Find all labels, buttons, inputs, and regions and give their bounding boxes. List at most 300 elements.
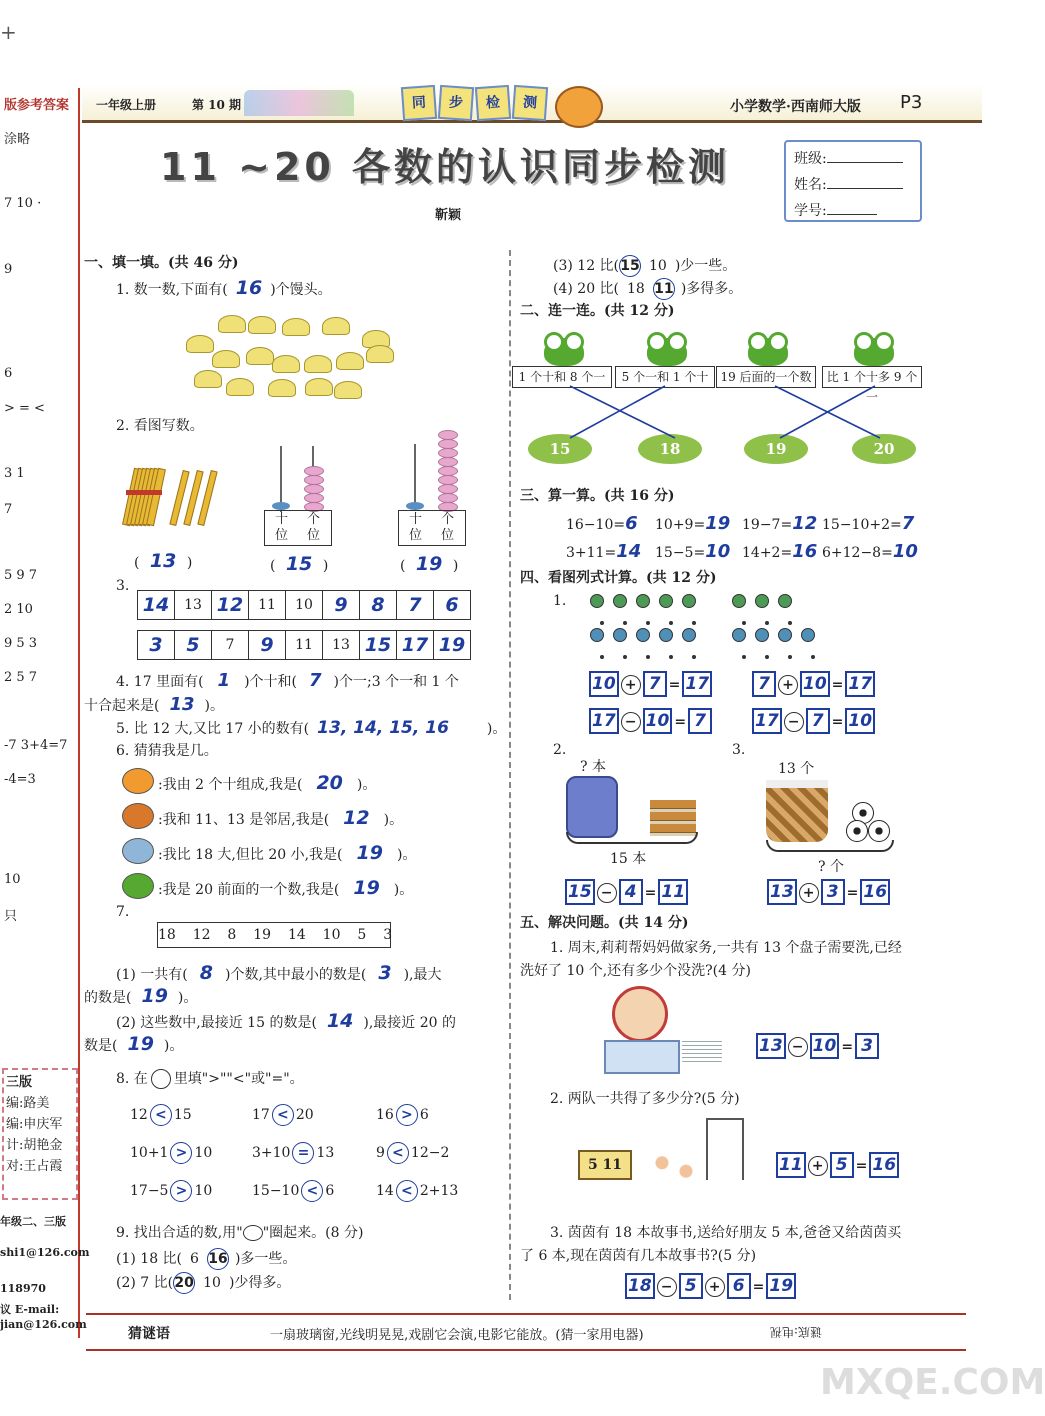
compare-left: 15−10 xyxy=(252,1183,300,1199)
class-label: 班级: xyxy=(794,151,827,167)
guess-end: )。 xyxy=(396,847,417,863)
lollipop-icon xyxy=(682,628,696,642)
name-field[interactable] xyxy=(827,188,903,189)
lily-pad-number[interactable]: 15 xyxy=(528,434,592,464)
scoreboard xyxy=(578,1150,632,1180)
compare-sign[interactable]: > xyxy=(170,1142,192,1164)
number-cell: 13 xyxy=(322,630,360,660)
brace-2 xyxy=(566,832,698,844)
bun-icon xyxy=(218,315,246,333)
answer-box[interactable]: 6 xyxy=(727,1273,751,1299)
answer-box[interactable]: 16 xyxy=(869,1152,899,1178)
q2-answer-c: ( 19 ) xyxy=(400,553,459,575)
number-cell[interactable]: 9 xyxy=(248,630,286,660)
match-line-4 xyxy=(780,386,875,438)
compare-left: 17 xyxy=(252,1107,270,1123)
answer-box[interactable]: 10 xyxy=(589,671,619,697)
compare-left: 10+1 xyxy=(130,1145,169,1161)
answer-box[interactable]: 13 xyxy=(756,1033,786,1059)
answer-box[interactable]: 19 xyxy=(766,1273,796,1299)
answer-box[interactable]: 7 xyxy=(806,708,830,734)
q2-answer-b: ( 15 ) xyxy=(270,553,329,575)
compare-item xyxy=(376,1180,458,1202)
compare-right: 10 xyxy=(194,1145,213,1161)
banner-char: 步 xyxy=(438,85,474,121)
basketball-hoop xyxy=(706,1118,744,1180)
compare-sign[interactable]: < xyxy=(150,1104,172,1126)
lollipop-icon xyxy=(801,628,815,642)
section2-title: 二、连一连。(共 12 分) xyxy=(520,303,675,319)
guess-text: :我由 2 个十组成,我是( xyxy=(158,777,303,793)
brace-3 xyxy=(766,840,894,852)
bun-icon xyxy=(248,316,276,334)
compare-item xyxy=(376,1104,429,1126)
frog-icon xyxy=(748,338,788,366)
calc-question: 6+12−8= xyxy=(822,545,893,561)
equals-sign: = xyxy=(668,677,681,693)
author: 靳颖 xyxy=(435,208,462,223)
side-answer: 2 5 7 xyxy=(4,670,38,685)
number-cell: 11 xyxy=(285,630,323,660)
animal-icon xyxy=(122,768,154,794)
side-answer: 9 xyxy=(4,262,13,277)
bun-icon xyxy=(282,318,310,336)
guess-line xyxy=(158,772,376,794)
compare-left: 9 xyxy=(376,1145,385,1161)
answer-box[interactable]: 7 xyxy=(688,708,712,734)
compare-right: 13 xyxy=(316,1145,335,1161)
bun-icon xyxy=(334,381,362,399)
q7-number-box: 18 12 8 19 14 10 5 3 xyxy=(157,922,391,948)
bundle-band xyxy=(126,490,162,495)
abacus-bead xyxy=(438,439,458,449)
p2-total: 15 本 xyxy=(610,851,647,867)
q9-1: (1) 18 比( 6 16 )多一些。 xyxy=(116,1248,296,1270)
q9-3: (3) 12 比(15 10 )少一些。 xyxy=(553,255,736,277)
operator-sign: + xyxy=(799,883,819,903)
banner-char: 检 xyxy=(475,85,511,121)
answer-box[interactable]: 15 xyxy=(565,879,595,905)
bun-icon xyxy=(336,352,364,370)
calc-question: 16−10= xyxy=(566,517,626,533)
abacus-ones-label: 个 xyxy=(441,512,455,527)
abacus-bead xyxy=(438,493,458,503)
side-footer-line: shi1@126.com xyxy=(0,1246,90,1259)
q7-2-line2: 数是( 19 )。 xyxy=(84,1033,184,1055)
q7-2-line1: (2) 这些数中,最接近 15 的数是( 14 ),最接近 20 的 xyxy=(116,1010,457,1032)
banner-char: 测 xyxy=(512,85,548,121)
q3-row1 xyxy=(138,590,471,620)
section5-title: 五、解决问题。(共 14 分) xyxy=(520,915,689,931)
calc-answer: 14 xyxy=(616,541,642,562)
number-cell: 7 xyxy=(211,630,249,660)
calc-question: 15−5= xyxy=(655,545,706,561)
lollipop-icon xyxy=(590,594,604,608)
answer-box[interactable]: 7 xyxy=(752,671,776,697)
answer-box[interactable]: 10 xyxy=(810,1033,840,1059)
answer-box[interactable]: 16 xyxy=(860,879,890,905)
compare-sign[interactable]: > xyxy=(170,1180,192,1202)
lollipop-icon xyxy=(613,628,627,642)
answer-box[interactable]: 17 xyxy=(845,671,875,697)
abacus-bead xyxy=(438,475,458,485)
guess-text: :我是 20 前面的一个数,我是( xyxy=(158,882,340,898)
number-cell[interactable]: 3 xyxy=(137,630,175,660)
compare-sign[interactable]: < xyxy=(301,1180,323,1202)
bun-icon xyxy=(272,355,300,373)
equals-sign: = xyxy=(644,885,657,901)
compare-left: 12 xyxy=(130,1107,148,1123)
scoreboard-text: 5 11 xyxy=(587,1157,623,1173)
class-field[interactable] xyxy=(827,162,903,163)
answer-box[interactable]: 5 xyxy=(830,1152,854,1178)
equals-sign: = xyxy=(752,1279,765,1295)
abacus-bead xyxy=(272,502,290,510)
equals-sign: = xyxy=(841,1039,854,1055)
abacus-bead xyxy=(438,466,458,476)
q1: 1. 数一数,下面有( 16 )个馒头。 xyxy=(116,277,332,299)
compare-left: 14 xyxy=(376,1183,394,1199)
side-footer-line: 议 E-mail: xyxy=(0,1303,60,1316)
compare-left: 16 xyxy=(376,1107,394,1123)
side-answer: 涂略 xyxy=(4,132,31,147)
p1-label: 1. xyxy=(553,593,567,609)
compare-item xyxy=(130,1104,192,1126)
equals-sign: = xyxy=(831,677,844,693)
w3-line2: 了 6 本,现在茵茵有几本故事书?(5 分) xyxy=(520,1248,757,1264)
answer-box[interactable]: 17 xyxy=(589,708,619,734)
match-card[interactable]: 1 个十和 8 个一 xyxy=(512,366,612,388)
calc-item xyxy=(822,541,918,562)
abacus-tens-label: 十 xyxy=(275,512,289,527)
lollipop-icon xyxy=(755,628,769,642)
number-cell: 13 xyxy=(174,590,212,620)
page-title: 11 ~20 各数的认识同步检测 xyxy=(160,145,731,189)
p2-question: ? 本 xyxy=(580,759,606,775)
lollipop-icon xyxy=(778,628,792,642)
w1-line1: 1. 周末,莉莉帮妈妈做家务,一共有 13 个盘子需要洗,已经 xyxy=(550,940,902,956)
compare-sign[interactable]: < xyxy=(387,1142,409,1164)
equals-sign: = xyxy=(855,1158,868,1174)
operator-sign: − xyxy=(657,1277,677,1297)
id-field[interactable] xyxy=(827,214,877,215)
equation-1 xyxy=(589,671,712,697)
watermark: MXQE.COM xyxy=(820,1362,1045,1403)
calc-item xyxy=(742,513,817,534)
bun-icon xyxy=(305,378,333,396)
abacus-tens-label: 十 xyxy=(409,512,423,527)
number-cell[interactable]: 9 xyxy=(322,590,360,620)
lily-pad-number[interactable]: 18 xyxy=(638,434,702,464)
number-cell[interactable]: 12 xyxy=(211,590,249,620)
operator-sign: − xyxy=(784,712,804,732)
calc-question: 10+9= xyxy=(655,517,706,533)
guess-answer: 19 xyxy=(353,877,380,899)
q8: 8. 在 里填">""<"或"="。 xyxy=(116,1071,304,1087)
answer-box[interactable]: 7 xyxy=(643,671,667,697)
staff-line: 编:路美 xyxy=(6,1096,50,1111)
answer-box[interactable]: 3 xyxy=(855,1033,879,1059)
q5: 5. 比 12 大,又比 17 小的数有( 13, 14, 15, 16 )。 xyxy=(116,718,507,738)
lollipop-icon xyxy=(659,628,673,642)
compare-item xyxy=(130,1142,212,1164)
answer-box[interactable]: 4 xyxy=(619,879,643,905)
answer-box[interactable]: 18 xyxy=(625,1273,655,1299)
banner-char: 同 xyxy=(401,85,437,121)
abacus-bead xyxy=(304,484,324,494)
left-strip-title: 版参考答案 xyxy=(4,98,70,113)
operator-sign: − xyxy=(788,1037,808,1057)
compare-item xyxy=(252,1142,334,1164)
calc-item xyxy=(655,513,730,534)
frog-icon xyxy=(854,338,894,366)
calc-answer: 16 xyxy=(792,541,818,562)
abacus-base xyxy=(264,510,332,546)
q3-label: 3. xyxy=(116,578,130,594)
side-answer: 2 10 xyxy=(4,602,33,617)
compare-left: 17−5 xyxy=(130,1183,169,1199)
side-footer-line: 年级二、三版 xyxy=(0,1215,66,1228)
calc-question: 19−7= xyxy=(742,517,793,533)
p3-question: ? 个 xyxy=(818,859,844,875)
guess-text: :我和 11、13 是邻居,我是( xyxy=(158,812,330,828)
abacus-ones-label: 个 xyxy=(307,512,321,527)
bun-icon xyxy=(304,355,332,373)
calc-item xyxy=(566,541,641,562)
calc-answer: 10 xyxy=(705,541,731,562)
section1-title: 一、填一填。(共 46 分) xyxy=(84,255,239,271)
guess-line xyxy=(158,807,403,829)
section3-title: 三、算一算。(共 16 分) xyxy=(520,488,675,504)
animal-icon xyxy=(122,838,154,864)
guess-line xyxy=(158,877,413,899)
lollipop-icon xyxy=(778,594,792,608)
match-card[interactable]: 比 1 个十多 9 个一 xyxy=(822,366,922,388)
ball-basket xyxy=(766,780,828,842)
equation-2 xyxy=(752,671,875,697)
compare-left: 3+10 xyxy=(252,1145,291,1161)
abacus-bead xyxy=(304,466,324,476)
lollipop-icon xyxy=(659,594,673,608)
q9: 9. 找出合适的数,用" "圈起来。(8 分) xyxy=(116,1225,364,1241)
equation-6 xyxy=(767,879,890,905)
operator-sign: + xyxy=(705,1277,725,1297)
staff-line: 编:申庆军 xyxy=(6,1117,63,1132)
compare-right: 15 xyxy=(173,1107,192,1123)
circle-icon xyxy=(243,1225,263,1241)
equation-4 xyxy=(752,708,875,734)
guess-end: )。 xyxy=(356,777,377,793)
side-answer: -4=3 xyxy=(4,772,36,787)
compare-right: 12−2 xyxy=(410,1145,450,1161)
w1-line2: 洗好了 10 个,还有多少个没洗?(4 分) xyxy=(520,963,751,979)
q2-answer-a: ( 13 ) xyxy=(134,550,193,572)
equation-5 xyxy=(565,879,688,905)
side-answer: -7 3+4=7 xyxy=(4,738,68,753)
answer-box[interactable]: 10 xyxy=(845,708,875,734)
compare-right: 20 xyxy=(295,1107,314,1123)
riddle-answer: 谜底:电视 xyxy=(770,1325,823,1339)
equation-8 xyxy=(776,1152,899,1178)
operator-sign: + xyxy=(808,1156,828,1176)
soccer-ball-3 xyxy=(868,820,890,842)
q3-row2 xyxy=(138,630,471,660)
compare-item xyxy=(252,1180,334,1202)
staff-box xyxy=(2,1068,78,1200)
abacus-bead xyxy=(406,502,424,510)
compare-item xyxy=(252,1104,314,1126)
number-cell[interactable]: 19 xyxy=(433,630,471,660)
operator-sign: − xyxy=(597,883,617,903)
side-answer: 只 xyxy=(4,909,18,924)
circle-icon xyxy=(151,1069,171,1089)
animal-icon xyxy=(122,873,154,899)
operator-sign: + xyxy=(778,675,798,695)
equals-sign: = xyxy=(831,714,844,730)
number-cell[interactable]: 5 xyxy=(174,630,212,660)
lily-pad-number[interactable]: 20 xyxy=(852,434,916,464)
number-cell[interactable]: 17 xyxy=(396,630,434,660)
calc-item xyxy=(655,541,730,562)
compare-item xyxy=(376,1142,449,1164)
bun-icon xyxy=(322,317,350,335)
abacus-bead xyxy=(438,457,458,467)
animal-icon xyxy=(122,803,154,829)
subject-label: 小学数学·西南师大版 xyxy=(730,99,861,115)
riddle-text: 一扇玻璃窗,光线明晃晃,戏剧它会演,电影它能放。(猜一家用电器) xyxy=(270,1328,644,1343)
lollipop-icon xyxy=(732,628,746,642)
lollipop-icon xyxy=(636,628,650,642)
lollipop-icon xyxy=(636,594,650,608)
plate-stack xyxy=(682,1038,722,1064)
calc-answer: 12 xyxy=(792,513,818,534)
calc-item xyxy=(566,513,638,534)
compare-right: 6 xyxy=(325,1183,335,1199)
number-cell[interactable]: 8 xyxy=(359,590,397,620)
q4-line2: 十合起来是( 13 )。 xyxy=(84,694,224,715)
calc-question: 14+2= xyxy=(742,545,793,561)
q7-1-line1: (1) 一共有( 8 )个数,其中最小的数是( 3 ),最大 xyxy=(116,962,442,984)
guess-text: :我比 18 大,但比 20 小,我是( xyxy=(158,847,343,863)
compare-sign[interactable]: < xyxy=(396,1180,418,1202)
q9-4: (4) 20 比( 18 11 )多得多。 xyxy=(553,278,742,300)
answer-box[interactable]: 5 xyxy=(679,1273,703,1299)
lollipop-icon xyxy=(590,628,604,642)
lollipop-icon xyxy=(755,594,769,608)
frog-icon xyxy=(647,338,687,366)
book-stack xyxy=(650,800,696,836)
issue-label: 第 10 期 xyxy=(192,98,242,112)
answer-box[interactable]: 11 xyxy=(658,879,688,905)
answer-box[interactable]: 17 xyxy=(682,671,712,697)
section4-title: 四、看图列式计算。(共 12 分) xyxy=(520,570,717,586)
side-answer: 7 xyxy=(4,502,13,517)
match-card[interactable]: 5 个一和 1 个十 xyxy=(615,366,715,388)
id-label: 学号: xyxy=(794,203,827,219)
abacus-wei-label: 位 xyxy=(275,528,289,543)
bun-icon xyxy=(246,347,274,365)
side-answer: 6 xyxy=(4,366,13,381)
abacus-bead xyxy=(304,475,324,485)
bun-icon xyxy=(366,345,394,363)
side-answer: 7 10 · xyxy=(4,196,42,211)
bun-icon xyxy=(212,350,240,368)
lollipop-icon xyxy=(732,594,746,608)
p3-label: 3. xyxy=(732,742,746,758)
players xyxy=(644,1146,704,1202)
answer-box[interactable]: 3 xyxy=(821,879,845,905)
number-cell[interactable]: 14 xyxy=(137,590,175,620)
q9-2: (2) 7 比(20 10 )少得多。 xyxy=(116,1272,290,1294)
operator-sign: − xyxy=(621,712,641,732)
calc-item xyxy=(742,541,817,562)
q7-label: 7. xyxy=(116,904,130,920)
bun-icon xyxy=(194,370,222,388)
staff-line: 计:胡艳金 xyxy=(6,1138,63,1153)
answer-box[interactable]: 10 xyxy=(800,671,830,697)
side-answer: 3 1 xyxy=(4,466,25,481)
girl-washing xyxy=(612,986,668,1042)
compare-item xyxy=(130,1180,212,1202)
guess-line xyxy=(158,842,416,864)
bun-icon xyxy=(268,379,296,397)
calc-item xyxy=(822,513,914,534)
calc-answer: 19 xyxy=(705,513,731,534)
guess-answer: 19 xyxy=(356,842,383,864)
crop-mark: + xyxy=(0,20,17,44)
q1-answer: 16 xyxy=(235,277,263,299)
answer-box[interactable]: 11 xyxy=(776,1152,806,1178)
side-footer-line: jian@126.com xyxy=(0,1318,87,1331)
compare-right: 6 xyxy=(419,1107,429,1123)
abacus-bead xyxy=(438,448,458,458)
guess-end: )。 xyxy=(383,812,404,828)
side-footer-line: 118970 xyxy=(0,1282,46,1295)
lily-pad-number[interactable]: 19 xyxy=(744,434,808,464)
answer-box[interactable]: 13 xyxy=(767,879,797,905)
abacus-wei-label: 位 xyxy=(409,528,423,543)
abacus-bead xyxy=(438,484,458,494)
match-lines xyxy=(510,380,940,450)
equation-3 xyxy=(589,708,712,734)
calc-answer: 6 xyxy=(625,513,638,534)
compare-right: 2+13 xyxy=(419,1183,459,1199)
compare-sign[interactable]: = xyxy=(292,1142,314,1164)
left-strip-divider xyxy=(78,88,80,1338)
staff-box-title: 三版 xyxy=(6,1075,33,1090)
number-cell[interactable]: 6 xyxy=(433,590,471,620)
calc-answer: 7 xyxy=(901,513,915,534)
compare-sign[interactable]: < xyxy=(272,1104,294,1126)
match-card[interactable]: 19 后面的一个数 xyxy=(716,366,816,388)
number-cell[interactable]: 15 xyxy=(359,630,397,660)
compare-sign[interactable]: > xyxy=(396,1104,418,1126)
abacus-base xyxy=(398,510,466,546)
lollipop-icon xyxy=(613,594,627,608)
bun-icon xyxy=(186,335,214,353)
equation-9 xyxy=(625,1273,796,1299)
answer-box[interactable]: 10 xyxy=(643,708,673,734)
abacus-wei-label: 位 xyxy=(307,528,321,543)
number-cell[interactable]: 7 xyxy=(396,590,434,620)
calc-question: 15−10+2= xyxy=(822,517,902,533)
answer-box[interactable]: 17 xyxy=(752,708,782,734)
name-label: 姓名: xyxy=(794,177,827,193)
w2: 2. 两队一共得了多少分?(5 分) xyxy=(550,1091,740,1107)
operator-sign: + xyxy=(621,675,641,695)
abacus-rod xyxy=(414,444,416,510)
w3-line1: 3. 茵茵有 18 本故事书,送给好朋友 5 本,爸爸又给茵茵买 xyxy=(550,1225,902,1241)
